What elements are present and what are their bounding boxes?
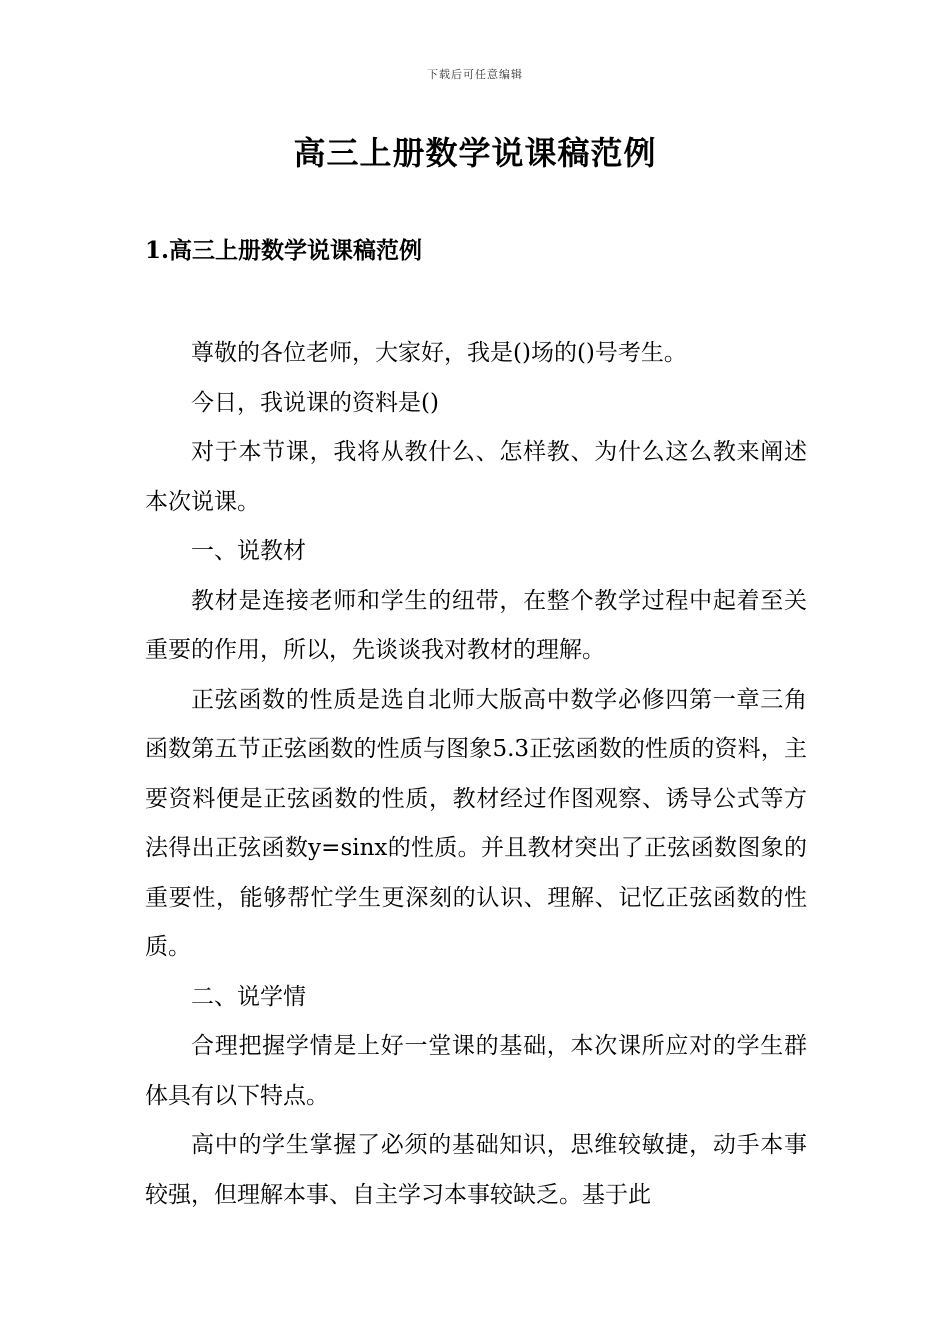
document-body [145,329,807,1220]
paragraph-topic: 今日，我说课的资料是() [191,389,439,416]
paragraph-greeting: 尊敬的各位老师，大家好，我是()场的()号考生。 [191,340,687,366]
paragraph-students-intro: 合理把握学情是上好一堂课的基础，本次课所应对的学生群体具有以下特点。 [145,1033,807,1109]
heading-students: 二、说学情 [191,983,306,1010]
paragraph-students-traits: 高中的学生掌握了必须的基础知识，思维较敏捷，动手本事较强，但理解本事、自主学习本事较缺乏。基于此 [145,1132,807,1208]
paragraph-outline: 对于本节课，我将从教什么、怎样教、为什么这么教来阐述本次说课。 [145,439,807,515]
header-note: 下载后可任意编辑 [427,68,523,81]
document-title: 高三上册数学说课稿范例 [293,134,657,172]
paragraph-textbook-content: 正弦函数的性质是选自北师大版高中数学必修四第一章三角函数第五节正弦函数的性质与图象5.3正弦函数的性质的资料，主要资料便是正弦函数的性质，教材经过作图观察、诱导公式等方法得出正弦函数y=sinx的性质。并且教材突出了正弦函数图象的重要性，能够帮忙学生更深刻的认识、理解、记忆正弦函数的性质。 [145,686,807,960]
paragraph-textbook-intro: 教材是连接老师和学生的纽带，在整个教学过程中起着至关重要的作用，所以，先谈谈我对教材的理解。 [145,587,807,663]
heading-textbook: 一、说教材 [191,538,306,564]
section-heading: 1.高三上册数学说课稿范例 [145,237,423,264]
